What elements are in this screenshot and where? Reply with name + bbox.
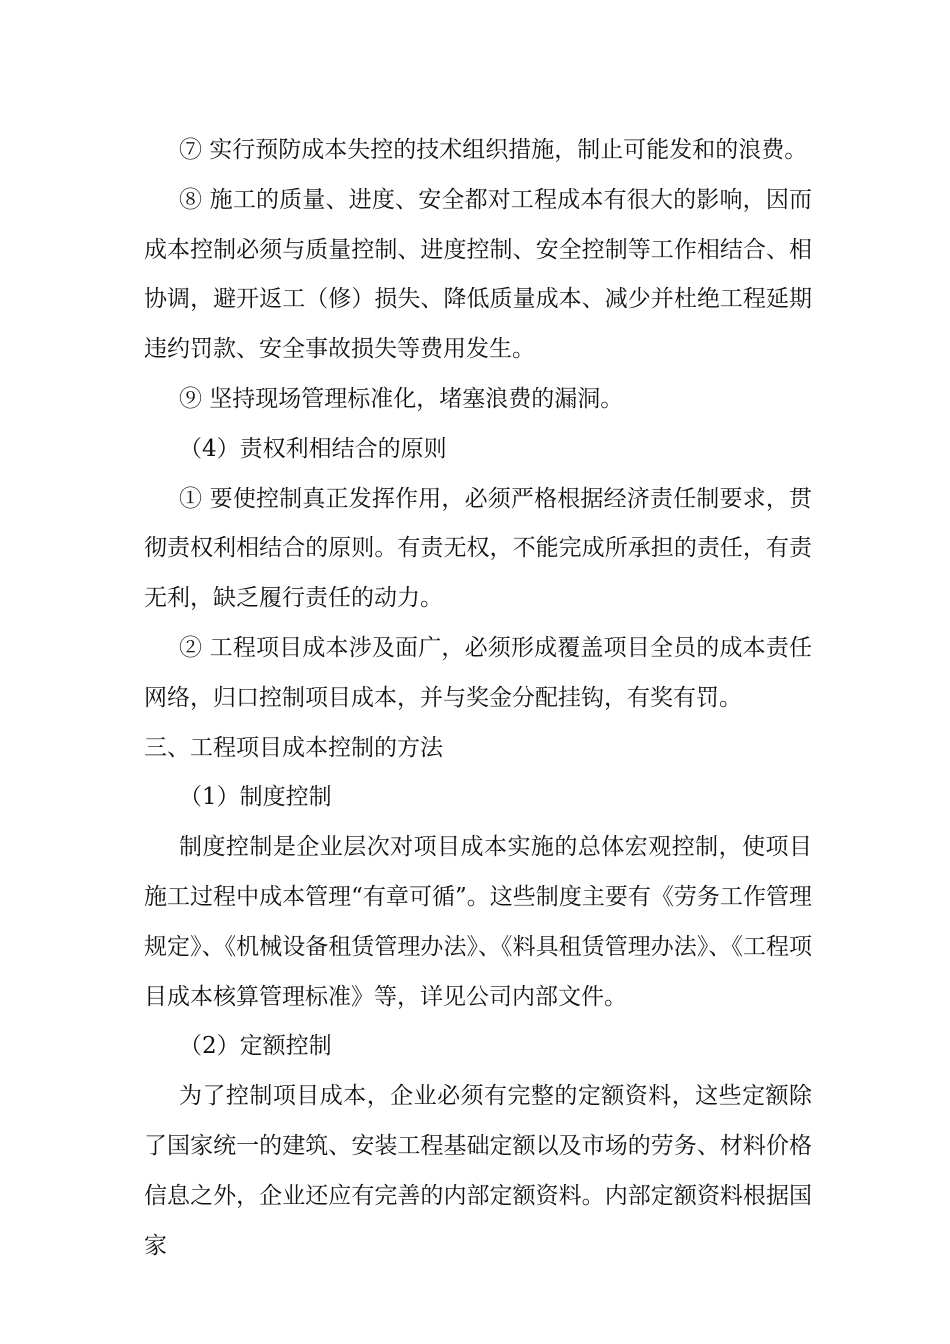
section-subheading: （1）制度控制 bbox=[179, 784, 332, 811]
paragraph: ① 要使控制真正发挥作用，必须严格根据经济责任制要求，贯彻责权利相结合的原则。有责无权，不能完成所承担的责任，有责无利，缺乏履行责任的动力。 bbox=[144, 485, 812, 612]
section-subheading: （2）定额控制 bbox=[179, 1033, 332, 1060]
paragraph: 为了控制项目成本，企业必须有完整的定额资料，这些定额除了国家统一的建筑、安装工程基础定额以及市场的劳务、材料价格信息之外，企业还应有完善的内部定额资料。内部定额资料根据国家 bbox=[144, 1083, 812, 1259]
paragraph: ⑦ 实行预防成本失控的技术组织措施，制止可能发和的浪费。 bbox=[179, 137, 808, 163]
paragraph: 制度控制是企业层次对项目成本实施的总体宏观控制，使项目施工过程中成本管理“有章可循”。这些制度主要有《劳务工作管理规定》、《机械设备租赁管理办法》、《料具租赁管理办法》、《工程项目成本核算管理标准》等，详见公司内部文件。 bbox=[144, 834, 812, 1010]
section-heading: 三、工程项目成本控制的方法 bbox=[144, 734, 443, 761]
paragraph: ⑧ 施工的质量、进度、安全都对工程成本有很大的影响，因而成本控制必须与质量控制、进度控制、安全控制等工作相结合、相协调，避开返工（修）损失、降低质量成本、减少并杜绝工程延期违约罚款、安全事故损失等费用发生。 bbox=[144, 186, 812, 363]
document-body bbox=[144, 126, 812, 1271]
section-subheading: （4）责权利相结合的原则 bbox=[179, 435, 447, 462]
paragraph: ⑨ 坚持现场管理标准化，堵塞浪费的漏洞。 bbox=[179, 385, 624, 412]
paragraph: ② 工程项目成本涉及面广，必须形成覆盖项目全员的成本责任网络，归口控制项目成本，并与奖金分配挂钩，有奖有罚。 bbox=[144, 634, 812, 711]
